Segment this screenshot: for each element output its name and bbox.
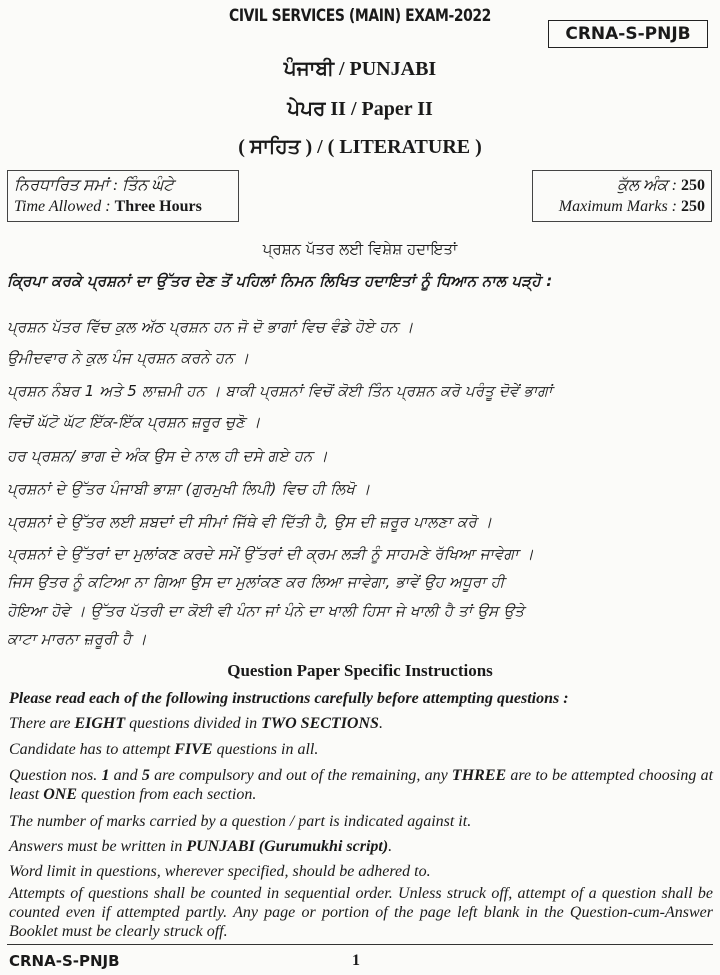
marks-punjabi — [539, 175, 705, 196]
text-span: . — [378, 715, 383, 732]
time-value-pa: ਤਿੰਨ ਘੰਟੇ — [122, 177, 174, 194]
punjabi-instruction-line: ਕ੍ਰਿਪਾ ਕਰਕੇ ਪ੍ਰਸ਼ਨਾਂ ਦਾ ਉੱਤਰ ਦੇਣ ਤੋਂ ਪਹਿਲਾਂ ਨਿਮਨ ਲਿਖਿਤ ਹਦਾਇਤਾਂ ਨੂੰ ਧਿਆਨ ਨਾਲ ਪੜ੍ਹੋ : — [7, 272, 553, 290]
punjabi-instruction-line: ਪ੍ਰਸ਼ਨਾਂ ਦੇ ਉੱਤਰ ਲਈ ਸ਼ਬਦਾਂ ਦੀ ਸੀਮਾਂ ਜਿੱਥੇ ਵੀ ਦਿੱਤੀ ਹੈ, ਉਸ ਦੀ ਜ਼ਰੂਰ ਪਾਲਣਾ ਕਰੋ । — [7, 513, 493, 531]
punjabi-instruction-line: ਹਰ ਪ੍ਰਸ਼ਨ/ ਭਾਗ ਦੇ ਅੰਕ ਉਸ ਦੇ ਨਾਲ ਹੀ ਦਸੇ ਗਏ ਹਨ । — [7, 447, 328, 465]
punjabi-instruction-line: ਪ੍ਰਸ਼ਨ ਪੱਤਰ ਵਿੱਚ ਕੁਲ ਅੱਠ ਪ੍ਰਸ਼ਨ ਹਨ ਜੋ ਦੋ ਭਾਗਾਂ ਵਿਚ ਵੰਡੇ ਹੋਏ ਹਨ । — [7, 318, 414, 336]
marks-label-en: Maximum Marks : — [558, 198, 677, 215]
emphasis-span: 5 — [141, 767, 150, 784]
punjabi-instruction-line: ਪ੍ਰਸ਼ਨਾਂ ਦੇ ਉੱਤਰ ਪੰਜਾਬੀ ਭਾਸ਼ਾ (ਗੁਰਮੁਖੀ ਲਿਪੀ) ਵਿਚ ਹੀ ਲਿਖੋ । — [7, 480, 371, 498]
instruction-sequential-order: Attempts of questions shall be counted in sequential order. Unless struck off, attempt of a question shall be counted even if attempted partly. Any page or portion of the page left blank in the Question-cum-Answer Booklet must be clearly struck off. — [9, 885, 713, 940]
text-span: are compulsory and out of the remaining, any — [149, 767, 452, 784]
emphasis-span: THREE — [451, 767, 507, 784]
instruction-word-limit: Word limit in questions, wherever specified, should be adhered to. — [9, 863, 431, 880]
section-heading: ( ਸਾਹਿਤ ) / ( LITERATURE ) — [238, 136, 482, 158]
time-allowed-punjabi — [14, 175, 232, 196]
text-span: Candidate has to attempt — [9, 741, 175, 758]
paper-code-box: CRNA-S-PNJB — [548, 20, 708, 48]
time-allowed-box — [7, 170, 239, 222]
punjabi-instruction-line: ਹੋਇਆ ਹੋਵੇ । ਉੱਤਰ ਪੱਤਰੀ ਦਾ ਕੋਈ ਵੀ ਪੰਨਾ ਜਾਂ ਪੰਨੇ ਦਾ ਖਾਲੀ ਹਿਸਾ ਜੇ ਖਾਲੀ ਹੈ ਤਾਂ ਉਸ ਉਤੇ — [7, 602, 525, 620]
emphasis-span: ONE — [43, 786, 77, 803]
instruction-attempt-count — [9, 740, 713, 759]
text-span: There are — [9, 715, 75, 732]
text-span: . — [388, 838, 393, 855]
punjabi-instruction-line: ਪ੍ਰਸ਼ਨ ਨੰਬਰ 1 ਅਤੇ 5 ਲਾਜ਼ਮੀ ਹਨ । ਬਾਕੀ ਪ੍ਰਸ਼ਨਾਂ ਵਿਚੋਂ ਕੋਈ ਤਿੰਨ ਪ੍ਰਸ਼ਨ ਕਰੋ ਪਰੰਤੂ ਦੋਵੇਂ ਭਾਗਾਂ — [7, 382, 553, 400]
instruction-compulsory-questions — [9, 766, 713, 804]
english-instructions-heading: Question Paper Specific Instructions — [227, 661, 493, 680]
marks-label-pa: ਕੁੱਲ ਅੰਕ : — [617, 177, 677, 194]
time-label-pa: ਨਿਰਧਾਰਿਤ ਸਮਾਂ : — [14, 177, 119, 194]
paper-heading: ਪੇਪਰ II / Paper II — [287, 98, 433, 120]
instruction-sections — [9, 714, 713, 733]
footer-divider — [7, 944, 713, 945]
emphasis-span: FIVE — [174, 741, 213, 758]
punjabi-instructions-heading: ਪ੍ਰਸ਼ਨ ਪੱਤਰ ਲਈ ਵਿਸ਼ੇਸ਼ ਹਦਾਇਤਾਂ — [262, 240, 458, 258]
page-number: 1 — [352, 952, 360, 969]
punjabi-instruction-line: ਪ੍ਰਸ਼ਨਾਂ ਦੇ ਉੱਤਰਾਂ ਦਾ ਮੁਲਾਂਕਣ ਕਰਦੇ ਸਮੇਂ ਉੱਤਰਾਂ ਦੀ ਕ੍ਰਮ ਲੜੀ ਨੂੰ ਸਾਹਮਣੇ ਰੱਖਿਆ ਜਾਵੇਗਾ । — [7, 545, 534, 563]
text-span: questions in all. — [212, 741, 319, 758]
emphasis-span: EIGHT — [74, 715, 126, 732]
punjabi-instruction-line: ਜਿਸ ਉਤਰ ਨੂੰ ਕਟਿਆ ਨਾ ਗਿਆ ਉਸ ਦਾ ਮੁਲਾਂਕਣ ਕਰ ਲਿਆ ਜਾਵੇਗਾ, ਭਾਵੇਂ ਉਹ ਅਧੂਰਾ ਹੀ — [7, 573, 505, 591]
text-span: are to be attempted choosing at least — [9, 767, 714, 803]
emphasis-span: PUNJABI (Gurumukhi script) — [186, 838, 389, 855]
text-span: question from each section. — [77, 786, 257, 803]
text-span: Question nos. — [9, 767, 102, 784]
footer-paper-code: CRNA-S-PNJB — [9, 952, 120, 970]
punjabi-instruction-line: ਉਮੀਦਵਾਰ ਨੇ ਕੁਲ ਪੰਜ ਪ੍ਰਸ਼ਨ ਕਰਨੇ ਹਨ । — [7, 349, 250, 367]
punjabi-instruction-line: ਕਾਟਾ ਮਾਰਨਾ ਜ਼ਰੂਰੀ ਹੈ । — [7, 630, 147, 648]
text-span: Answers must be written in — [9, 838, 187, 855]
maximum-marks-box — [532, 170, 712, 222]
english-instructions-intro: Please read each of the following instructions carefully before attempting questions : — [9, 690, 569, 707]
marks-value-en: 250 — [681, 198, 705, 215]
time-value-en: Three Hours — [114, 198, 202, 215]
instruction-language — [9, 837, 713, 856]
instruction-marks: The number of marks carried by a question / part is indicated against it. — [9, 813, 472, 830]
emphasis-span: TWO SECTIONS — [261, 715, 379, 732]
marks-value-pa: 250 — [681, 177, 705, 194]
emphasis-span: 1 — [101, 767, 110, 784]
exam-title: CIVIL SERVICES (MAIN) EXAM-2022 — [229, 6, 491, 26]
marks-english — [539, 196, 705, 217]
text-span: questions divided in — [125, 715, 262, 732]
time-label-en: Time Allowed : — [14, 198, 111, 215]
punjabi-instruction-line: ਵਿਚੋਂ ਘੱਟੋ ਘੱਟ ਇੱਕ-ਇੱਕ ਪ੍ਰਸ਼ਨ ਜ਼ਰੂਰ ਚੁਣੋ । — [7, 413, 261, 431]
subject-heading: ਪੰਜਾਬੀ / PUNJABI — [283, 58, 437, 80]
text-span: and — [109, 767, 142, 784]
time-allowed-english — [14, 196, 232, 217]
